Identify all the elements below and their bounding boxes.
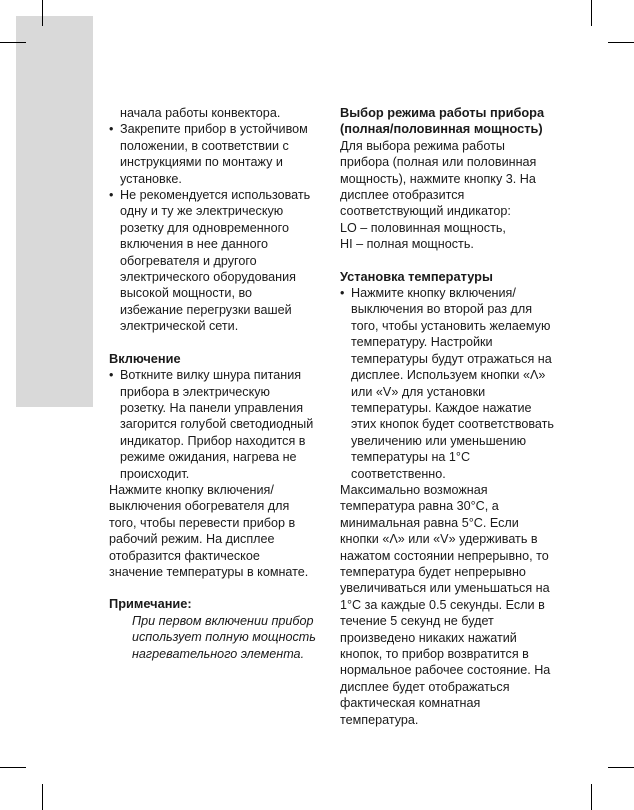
install-list: [109, 121, 317, 334]
on-paragraph: Нажмите кнопку включения/выключения обогревателя для того, чтобы перевести прибор в рабочий режим. На дисплее отобразится фактическое значение температуры в комнате.: [109, 482, 309, 579]
crop-mark: [608, 42, 634, 43]
mode-paragraph: Для выбора режима работы прибора (полная или половинная мощность), нажмите кнопку 3. На дисплее отобразится соответствующий индикатор:: [340, 138, 537, 219]
side-tab: [16, 16, 93, 407]
temperature-paragraph: Максимально возможная температура равна 30°C, а минимальная равна 5°C. Если кнопки «Λ» или «V» удерживать в нажатом состоянии непрерывно, то температура будет непрерывно увеличиваться или уменьшаться на 1°C за каждые 0.5 секунды. Если в течение 5 секунд не будет произведено никаких нажатий кнопок, то прибор возвратится в нормальное рабочее состояние. На дисплее будет отображаться фактическая комнатная температура.: [340, 482, 551, 727]
list-item: • Воткните вилку шнура питания прибора в электрическую розетку. На панели управления загорится голубой светодиодный индикатор. Прибор находится в режиме ожидания, нагрева не происходит.: [109, 367, 317, 482]
crop-mark: [0, 767, 26, 768]
crop-mark: [42, 784, 43, 810]
section-heading-on: Включение: [109, 350, 181, 366]
note-text: При первом включении прибор использует полную мощность нагревательного элемента.: [132, 613, 316, 661]
continuation-text: начала работы конвектора.: [120, 106, 281, 120]
crop-mark: [591, 0, 592, 26]
list-item: • Нажмите кнопку включения/выключения во второй раз для того, чтобы установить желаемую температуру. Настройки температуры будут отражаться на дисплее. Используем кнопки «Λ» или «V» для установки температуры. Каждое нажатие этих кнопок будет соответствовать увеличению или уменьшению температуры на 1°C соответственно.: [340, 285, 554, 482]
mode-hi-line: HI – полная мощность.: [340, 237, 474, 252]
list-item: • Не рекомендуется использовать одну и ту же электрическую розетку для одновременного включения в нее данного обогревателя и другого электрического оборудования высокой мощности, во избежание перегрузки вашей электрической сети.: [109, 187, 317, 335]
right-column: [340, 105, 554, 728]
list-item: • Закрепите прибор в устойчивом положении, в соответствии с инструкциями по монтажу и установке.: [109, 121, 317, 187]
mode-lo-line: LO – половинная мощность,: [340, 220, 506, 235]
crop-mark: [591, 784, 592, 810]
crop-mark: [42, 0, 43, 26]
note-heading: Примечание:: [109, 596, 192, 612]
section-heading-temperature: Установка температуры: [340, 268, 493, 284]
crop-mark: [0, 42, 26, 43]
section-heading-mode: Выбор режима работы прибора (полная/половинная мощность): [340, 105, 545, 137]
crop-mark: [608, 767, 634, 768]
on-list: [109, 367, 317, 482]
temperature-list: [340, 285, 554, 482]
left-column: [109, 105, 317, 662]
